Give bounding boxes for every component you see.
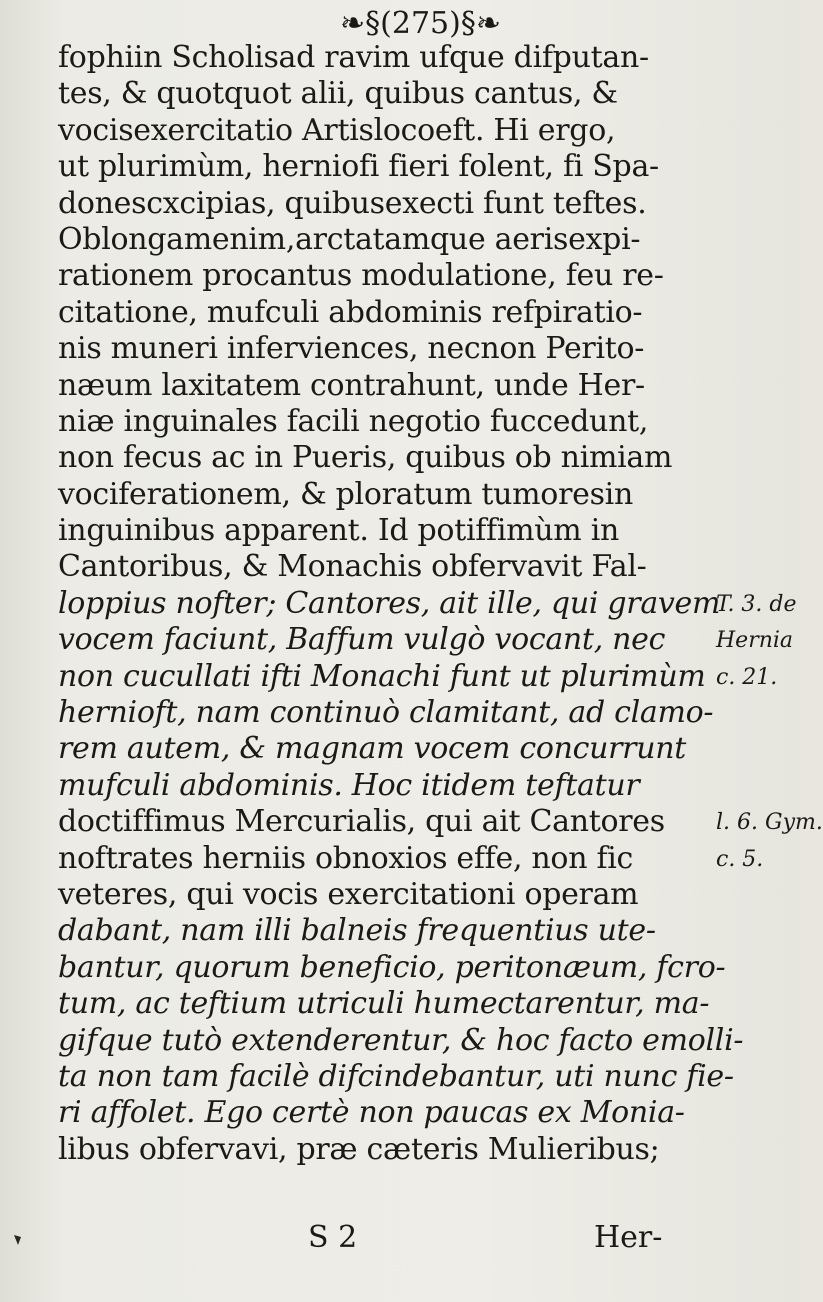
text-line: ta non tam facilè difcindebantur, uti nunc fie-	[58, 1058, 734, 1094]
text-line: gifque tutò extenderentur, & hoc facto emolli-	[58, 1022, 744, 1058]
text-line: fophiin Scholisad ravim ufque difputan-	[58, 40, 649, 75]
text-line: ut plurimùm, herniofi fieri folent, fi Spa-	[58, 149, 659, 185]
text-line: vociferationem, & ploratum tumoresin	[58, 476, 633, 512]
text-line: tum, ac teftium utriculi humectarentur, ma-	[58, 986, 710, 1022]
text-line: inguinibus apparent. Id potiffimùm in	[58, 513, 620, 549]
text-line: nis muneri inferviences, necnon Perito-	[58, 331, 645, 367]
page-number: ❧§(275)§❧	[340, 6, 501, 41]
text-line: hernioft, nam continuò clamitant, ad clamo-	[58, 695, 714, 731]
text-line: noftrates herniis obnoxios effe, non fic	[58, 840, 634, 876]
text-line: libus obfervavi, præ cæteris Mulieribus;	[58, 1131, 660, 1167]
margin-note: Hernia	[716, 628, 794, 654]
catchword: Her-	[594, 1220, 663, 1255]
text-line: tes, & quotquot alii, quibus cantus, &	[58, 76, 618, 112]
text-line: dabant, nam illi balneis frequentius ute-	[58, 913, 656, 949]
text-line: næum laxitatem contrahunt, unde Her-	[58, 367, 645, 403]
text-line: bantur, quorum beneficio, peritonæum, fcro-	[58, 949, 726, 985]
text-line: rationem procantus modulatione, feu re-	[58, 258, 664, 294]
margin-note: c. 5.	[716, 846, 764, 872]
text-line: ri affolet. Ego certè non paucas ex Monia-	[58, 1095, 685, 1131]
text-line: vocem faciunt, Baffum vulgò vocant, nec	[58, 622, 666, 658]
text-line: Cantoribus, & Monachis obfervavit Fal-	[58, 549, 647, 585]
margin-note: T. 3. de	[716, 592, 797, 617]
text-line: non fecus ac in Pueris, quibus ob nimiam	[58, 440, 673, 476]
margin-note: c. 21.	[716, 664, 778, 690]
text-line: vocisexercitatio Artislocoeft. Hi ergo,	[58, 112, 616, 148]
text-line: niæ inguinales facili negotio fuccedunt,	[58, 403, 649, 439]
ink-mark-icon	[12, 1233, 26, 1247]
text-line: doctiffimus Mercurialis, qui ait Cantores	[58, 804, 665, 840]
margin-note: l. 6. Gym.	[716, 810, 823, 836]
page-footer	[58, 1218, 718, 1258]
signature-mark: S 2	[308, 1220, 358, 1255]
text-line: Oblongamenim,arctatamque aerisexpi-	[58, 221, 641, 257]
text-line: citatione, mufculi abdominis refpiratio-	[58, 294, 643, 330]
text-line: donescxcipias, quibusexecti funt teftes.	[58, 185, 647, 221]
page-header	[0, 6, 801, 41]
text-line: loppius nofter; Cantores, ait ille, qui gravem	[58, 585, 721, 621]
text-line: veteres, qui vocis exercitationi operam	[58, 876, 639, 912]
text-line: non cucullati ifti Monachi funt ut plurimùm	[58, 658, 706, 694]
text-line: mufculi abdominis. Hoc itidem teftatur	[58, 767, 640, 803]
text-line: rem autem, & magnam vocem concurrunt	[58, 731, 687, 767]
